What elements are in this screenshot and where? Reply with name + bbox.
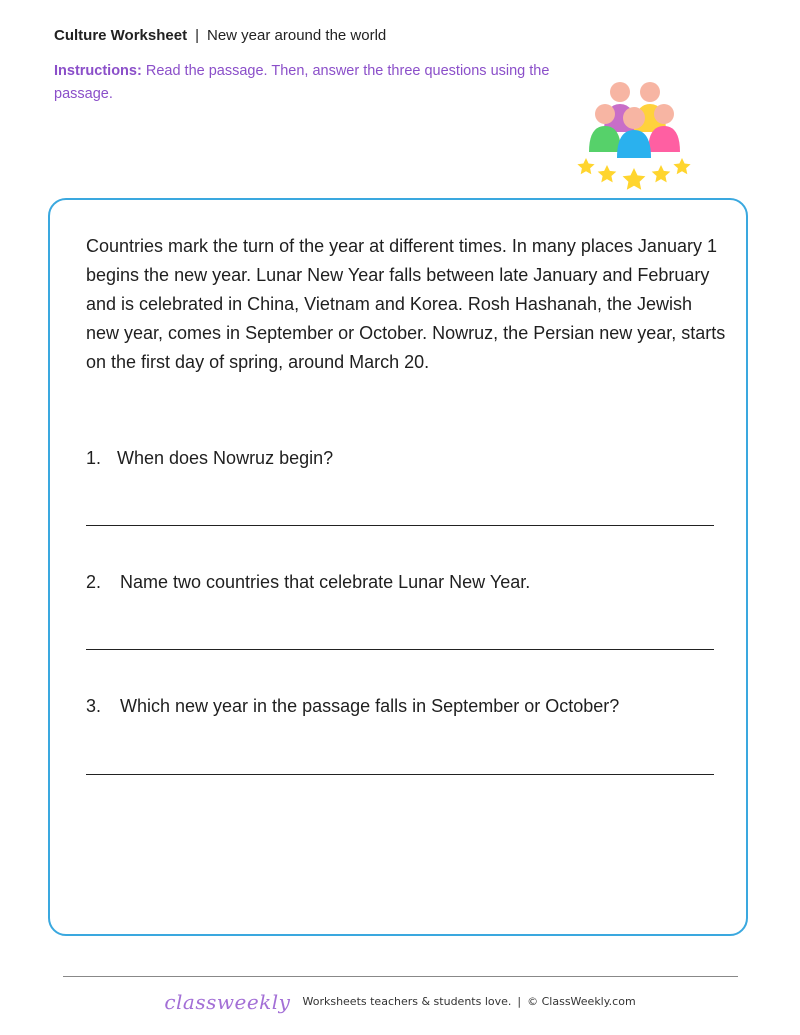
question-1 [86, 446, 333, 470]
question-3 [86, 694, 619, 718]
question-text: Which new year in the passage falls in September or October? [120, 696, 620, 716]
question-number: 1. [86, 448, 102, 468]
diverse-people-group-with-stars-icon [572, 76, 696, 200]
question-number: 2. [86, 572, 102, 592]
worksheet-title: New year around the world [207, 27, 387, 44]
footer-divider [63, 976, 738, 977]
question-text: When does Nowruz begin? [117, 448, 334, 468]
question-number: 3. [86, 696, 102, 716]
worksheet-header [54, 26, 386, 46]
question-2 [86, 570, 530, 594]
reading-passage: Countries mark the turn of the year at different times. In many places January 1 begins the new year. Lunar New Year falls between late January and February and is celebrated in China, Vietnam and Korea. Rosh Hashanah, the Jewish new year, comes in September or October. Nowruz, the Persian new year, starts on the first day of spring, around March 20. [86, 236, 726, 372]
instructions-text: Read the passage. Then, answer the three questions using the passage. [54, 63, 550, 102]
footer-tagline: Worksheets teachers & students love. [302, 995, 512, 1009]
footer-copyright: © ClassWeekly.com [527, 995, 636, 1009]
answer-line-1[interactable] [86, 525, 714, 526]
instructions [54, 60, 574, 105]
answer-line-2[interactable] [86, 649, 714, 650]
answer-line-3[interactable] [86, 774, 714, 775]
worksheet-subject: Culture Worksheet [54, 27, 188, 44]
footer [0, 988, 800, 1016]
classweekly-logo: classweekly [164, 990, 291, 1015]
question-text: Name two countries that celebrate Lunar New Year. [120, 572, 531, 592]
instructions-label: Instructions: [54, 63, 142, 79]
footer-separator: | [517, 995, 522, 1009]
header-separator: | [195, 27, 199, 44]
